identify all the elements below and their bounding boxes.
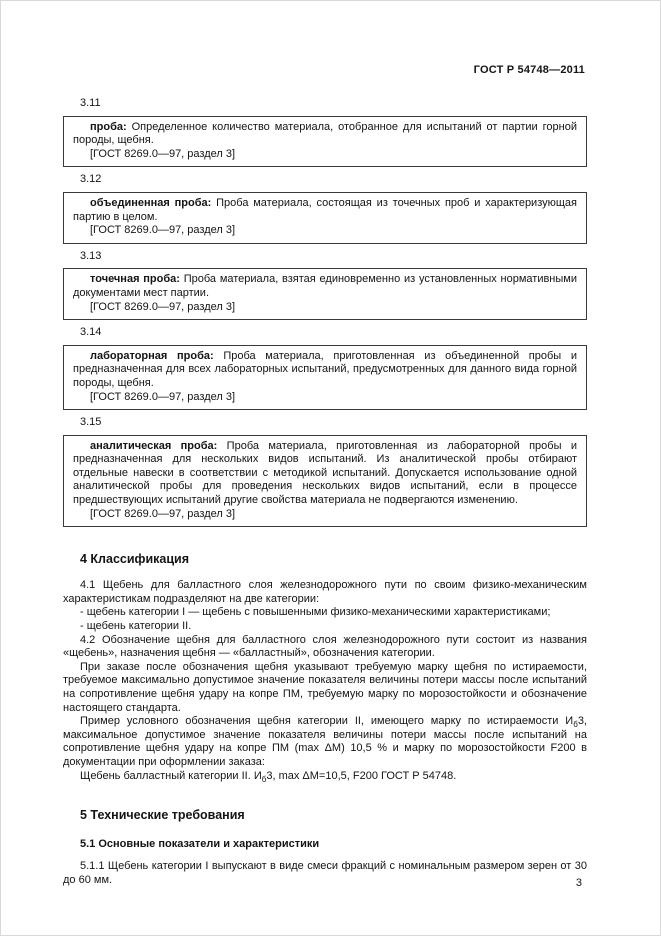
definition-source: [ГОСТ 8269.0—97, раздел 3] (90, 300, 236, 313)
clause-number: 3.12 (80, 173, 102, 186)
paragraph (63, 770, 587, 784)
paragraph (63, 620, 587, 634)
definition-block (63, 173, 587, 243)
paragraph (63, 634, 587, 661)
definition-block (63, 250, 587, 320)
definition-source: [ГОСТ 8269.0—97, раздел 3] (90, 147, 236, 160)
definition-text (73, 121, 577, 148)
paragraph-text: Щебень балластный категории II. И (80, 769, 262, 782)
clause-number: 3.11 (80, 97, 101, 109)
section-4-body (63, 579, 587, 783)
definitions-section (63, 97, 587, 527)
paragraph-text: 5.1.1 Щебень категории I выпускают в виде смеси фракций с номинальным размером зерен от 30 до 60 мм. (63, 860, 587, 886)
paragraph-text: 3, максимальное допустимое значение показателя величины потери массы после испытаний на сопротивление щебня удару на копре ПМ (max ΔМ) 10,5 % и марку по морозостойкости F200 в документации при оформлении заказа: (63, 715, 587, 768)
section-5-title: 5 Технические требования (80, 808, 245, 823)
definition-term: точечная проба: (90, 273, 184, 286)
paragraph (63, 715, 587, 769)
doc-code-header: ГОСТ Р 54748—2011 (473, 64, 585, 76)
paragraph-text: При заказе после обозначения щебня указывают требуемую марку щебня по истираемости, требуемое максимально допустимое значение показателя величины потери массы после испытаний на сопротивление щебня удару на копре ПМ, требуемую марку по морозостойкости и обозначение настоящего стандарта. (63, 660, 587, 714)
definition-block (63, 97, 587, 167)
definition-term: аналитическая проба: (90, 439, 227, 452)
definition-text (73, 197, 577, 224)
definition-source: [ГОСТ 8269.0—97, раздел 3] (90, 390, 236, 403)
paragraph-text: 4.2 Обозначение щебня для балластного слоя железнодорожного пути состоит из названия «щебень», назначения щебня — «балластный», обозначения категории. (63, 633, 587, 660)
paragraph-text: - щебень категории II. (80, 620, 192, 633)
definition-term: лабораторная проба: (90, 349, 224, 362)
page-number: 3 (575, 877, 582, 889)
paragraph (63, 860, 587, 887)
paragraph-text: - щебень категории I — щебень с повышенными физико-механическими характеристиками; (80, 606, 551, 619)
definition-text (73, 273, 577, 300)
subscript-text: б (573, 720, 578, 730)
paragraph-text: Пример условного обозначения щебня категории II, имеющего марку по истираемости И (80, 715, 574, 728)
definition-box (63, 268, 587, 320)
paragraph-text: 4.1 Щебень для балластного слоя железнодорожного пути по своим физико-механическим характеристикам подразделяют на две категории: (63, 579, 587, 605)
subscript-text: б (261, 774, 267, 784)
definition-block (63, 326, 587, 410)
page-content (63, 91, 587, 887)
section-5-body (63, 860, 587, 887)
definition-source: [ГОСТ 8269.0—97, раздел 3] (90, 507, 236, 520)
definition-box (63, 116, 587, 168)
definition-body: Проба материала, взятая единовременно из установленных нормативными документами мест партии. (73, 273, 577, 299)
paragraph (63, 661, 587, 715)
paragraph (63, 579, 587, 606)
definition-source: [ГОСТ 8269.0—97, раздел 3] (90, 224, 236, 237)
definition-box (63, 345, 587, 410)
definition-term: объединенная проба: (90, 196, 217, 209)
definition-box (63, 435, 587, 528)
section-5-1-title: 5.1 Основные показатели и характеристики (80, 838, 320, 851)
definition-text (73, 440, 577, 508)
definition-term: проба: (90, 120, 132, 133)
clause-number: 3.13 (80, 249, 102, 262)
definition-block (63, 416, 587, 527)
paragraph (63, 606, 587, 620)
definition-body: Проба материала, состоящая из точечных проб и характеризующая партию в целом. (73, 196, 577, 223)
definition-body: Проба материала, приготовленная из лабораторной пробы и предназначенная для нескольких видов испытаний. Из аналитической пробы отбирают отдельные навески в соответствии с методикой испытаний. Допускается использование одной аналитической пробы для проведения нескольких видов испытаний, если в процессе предшествующих испытаний другие свойства материала не подвергаются изменению. (73, 439, 577, 507)
section-4-title: 4 Классификация (80, 552, 190, 567)
definition-text (73, 350, 577, 391)
clause-number: 3.14 (80, 326, 102, 339)
definition-body: Проба материала, приготовленная из объединенной пробы и предназначенная для всех лабораторных испытаний, предусмотренных для данного вида горной породы, щебня. (73, 349, 577, 389)
paragraph-text: 3, max ΔМ=10,5, F200 ГОСТ Р 54748. (266, 769, 457, 782)
definition-body: Определенное количество материала, отобранное для испытаний от партии горной породы, щебня. (73, 120, 577, 147)
definition-box (63, 192, 587, 244)
clause-number: 3.15 (80, 416, 102, 429)
